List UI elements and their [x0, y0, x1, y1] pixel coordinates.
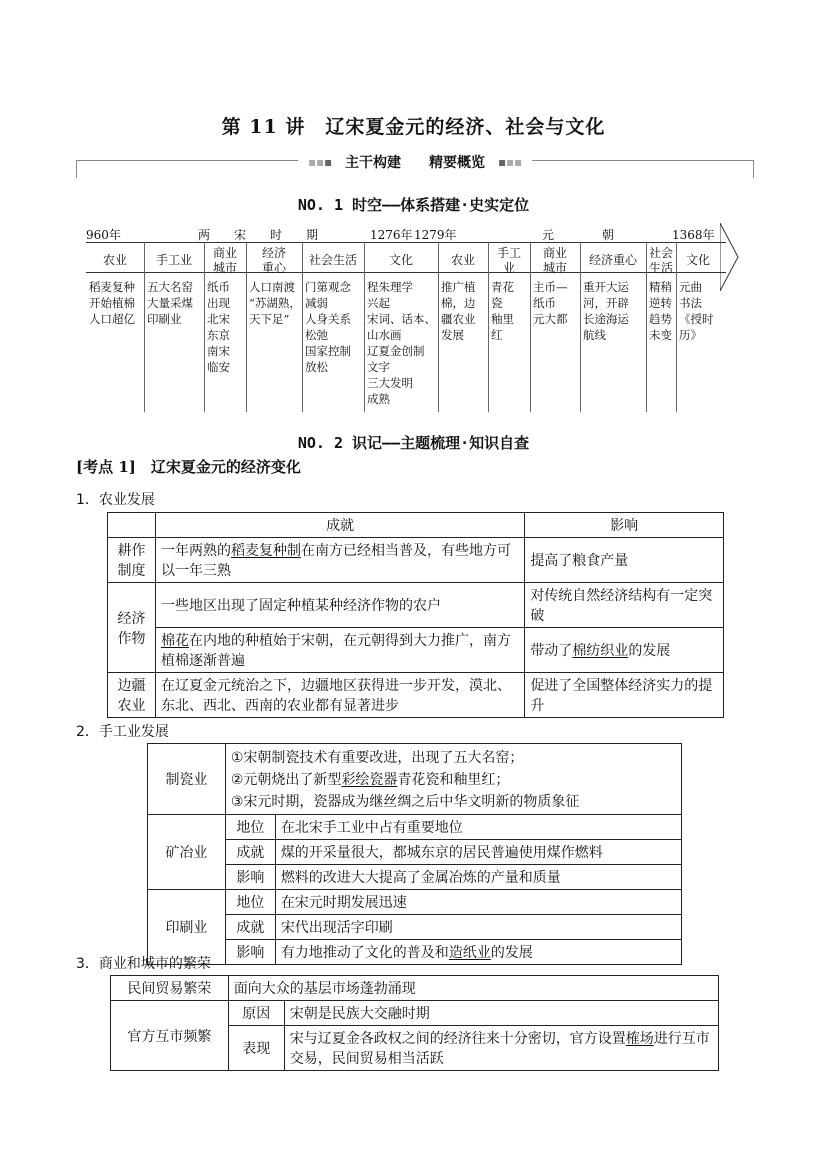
- timeline-chart: [86, 224, 746, 416]
- timeline-category: 商业 城市: [542, 246, 567, 275]
- no2-heading: NO. 2 识记——主题梳理·知识自查: [297, 434, 530, 452]
- corner-cell: [108, 513, 156, 538]
- year-1276: 1276年: [370, 228, 413, 242]
- cash-crop-achieve-2: 棉花在内地的种植始于宋朝，在元朝得到大力推广，南方植棉逐渐普遍: [155, 628, 524, 673]
- agriculture-table: [107, 512, 724, 718]
- mining-key-2: 成就: [225, 840, 275, 865]
- frontier-impact: 促进了全国整体经济实力的提升: [525, 673, 724, 718]
- timeline-cell: 推广植 棉，边 疆农业 发展: [441, 280, 476, 342]
- reason-label: 原因: [228, 1001, 284, 1026]
- kaodian-heading: [考点 1] 辽宋夏金元的经济变化: [76, 458, 301, 476]
- timeline-cell: 人口南渡 “苏湖熟， 天下足”: [249, 280, 301, 326]
- no1-heading: NO. 1 时空——体系搭建·史实定位: [297, 196, 530, 214]
- reason-value: 宋朝是民族大交融时期: [284, 1001, 718, 1026]
- cash-crop-impact-2: 带动了棉纺织业的发展: [525, 628, 724, 673]
- tillage-achieve: 一年两熟的稻麦复种制在南方已经相当普及，有些地方可以一年三熟: [155, 538, 524, 583]
- page-title: 第 11 讲 辽宋夏金元的经济、社会与文化: [221, 116, 606, 138]
- porcelain-content: ①宋朝制瓷技术有重要改进，出现了五大名窑； ②元朝烧出了新型彩绘瓷器青花瓷和釉里红； ③宋元时期，瓷器成为继丝绸之后中华文明新的物质象征: [225, 744, 681, 815]
- mining-label: 矿冶业: [148, 815, 226, 890]
- timeline-cell: 门第观念 减弱 人身关系 松弛 国家控制 放松: [305, 280, 351, 374]
- timeline-category: 社会生活: [308, 253, 357, 267]
- timeline-category: 手工 业: [496, 246, 521, 275]
- banner-label: 主干构建 精要概览: [345, 155, 485, 171]
- timeline-category: 经济 重心: [261, 246, 286, 275]
- printing-label: 印刷业: [148, 890, 226, 965]
- yuan-period: 元 朝: [542, 228, 615, 242]
- timeline-cell: 元曲 书法 《授时 历》: [679, 280, 714, 342]
- timeline-cell: 青花 瓷 釉里 红: [491, 280, 514, 342]
- folk-trade-label: 民间贸易繁荣: [111, 976, 229, 1001]
- printing-val-3: 有力地推动了文化的普及和造纸业的发展: [275, 940, 681, 965]
- section1-heading: 1．农业发展: [76, 492, 155, 508]
- timeline-category: 农业: [450, 253, 475, 267]
- section-banner: [76, 152, 754, 180]
- manifest-label: 表现: [228, 1026, 284, 1071]
- timeline-category: 文化: [685, 253, 710, 267]
- timeline-arrow-icon: [720, 223, 744, 291]
- timeline-category: 手工业: [155, 253, 192, 267]
- year-1279: 1279年: [414, 228, 457, 242]
- handicraft-table: [147, 743, 682, 965]
- mining-key-1: 地位: [225, 815, 275, 840]
- mining-val-3: 燃料的改进大大提高了金属冶炼的产量和质量: [275, 865, 681, 890]
- timeline-cell: 重开大运 河，开辟 长途海运 航线: [583, 280, 629, 342]
- timeline-category: 社会 生活: [648, 246, 673, 275]
- row-label-tillage: 耕作 制度: [108, 538, 156, 583]
- song-period: 两 宋 时 期: [198, 228, 319, 242]
- folk-trade-value: 面向大众的基层市场蓬勃涌现: [228, 976, 718, 1001]
- porcelain-label: 制瓷业: [148, 744, 226, 815]
- tillage-impact: 提高了粮食产量: [525, 538, 724, 583]
- col-achieve: 成就: [155, 513, 524, 538]
- timeline-cell: 精稍 逆转 趋势 未变: [649, 280, 672, 342]
- row-label-cash-crop: 经济 作物: [108, 583, 156, 673]
- printing-key-2: 成就: [225, 915, 275, 940]
- timeline-category: 经济重心: [588, 253, 637, 267]
- timeline-category: 商业 城市: [212, 246, 237, 275]
- year-1368: 1368年: [672, 228, 715, 242]
- mining-val-1: 在北宋手工业中占有重要地位: [275, 815, 681, 840]
- section2-heading: 2．手工业发展: [76, 724, 169, 740]
- cash-crop-impact-1: 对传统自然经济结构有一定突破: [525, 583, 724, 628]
- timeline-category: 文化: [388, 253, 413, 267]
- printing-val-1: 在宋元时期发展迅速: [275, 890, 681, 915]
- timeline-cell: 程朱理学 兴起 宋词、话本、 山水画 辽夏金创制 文字 三大发明 成熟: [367, 280, 436, 406]
- section3-heading: 3．商业和城市的繁荣: [76, 956, 211, 972]
- commerce-table: [110, 975, 719, 1071]
- manifest-value: 宋与辽夏金各政权之间的经济往来十分密切，官方设置榷场进行互市交易，民间贸易相当活跃: [284, 1026, 718, 1071]
- cash-crop-achieve-1: 一些地区出现了固定种植某种经济作物的农户: [155, 583, 524, 628]
- col-impact: 影响: [525, 513, 724, 538]
- printing-key-3: 影响: [225, 940, 275, 965]
- timeline-cell: 五大名窑 大量采煤 印刷业: [147, 280, 193, 326]
- mining-key-3: 影响: [225, 865, 275, 890]
- printing-val-2: 宋代出现活字印刷: [275, 915, 681, 940]
- frontier-achieve: 在辽夏金元统治之下，边疆地区获得进一步开发，漠北、东北、西北、西南的农业都有显著进步: [155, 673, 524, 718]
- year-960: 960年: [86, 228, 121, 242]
- row-label-frontier: 边疆 农业: [108, 673, 156, 718]
- printing-key-1: 地位: [225, 890, 275, 915]
- timeline-cell: 纸币 出现 北宋 东京 南宋 临安: [207, 280, 230, 374]
- official-trade-label: 官方互市频繁: [111, 1001, 229, 1071]
- mining-val-2: 煤的开采量很大，都城东京的居民普遍使用煤作燃料: [275, 840, 681, 865]
- timeline-category: 农业: [102, 253, 127, 267]
- timeline-cell: 主币— 纸币 元大都: [533, 280, 568, 326]
- timeline-cell: 稻麦复种 开始植棉 人口超亿: [89, 280, 135, 326]
